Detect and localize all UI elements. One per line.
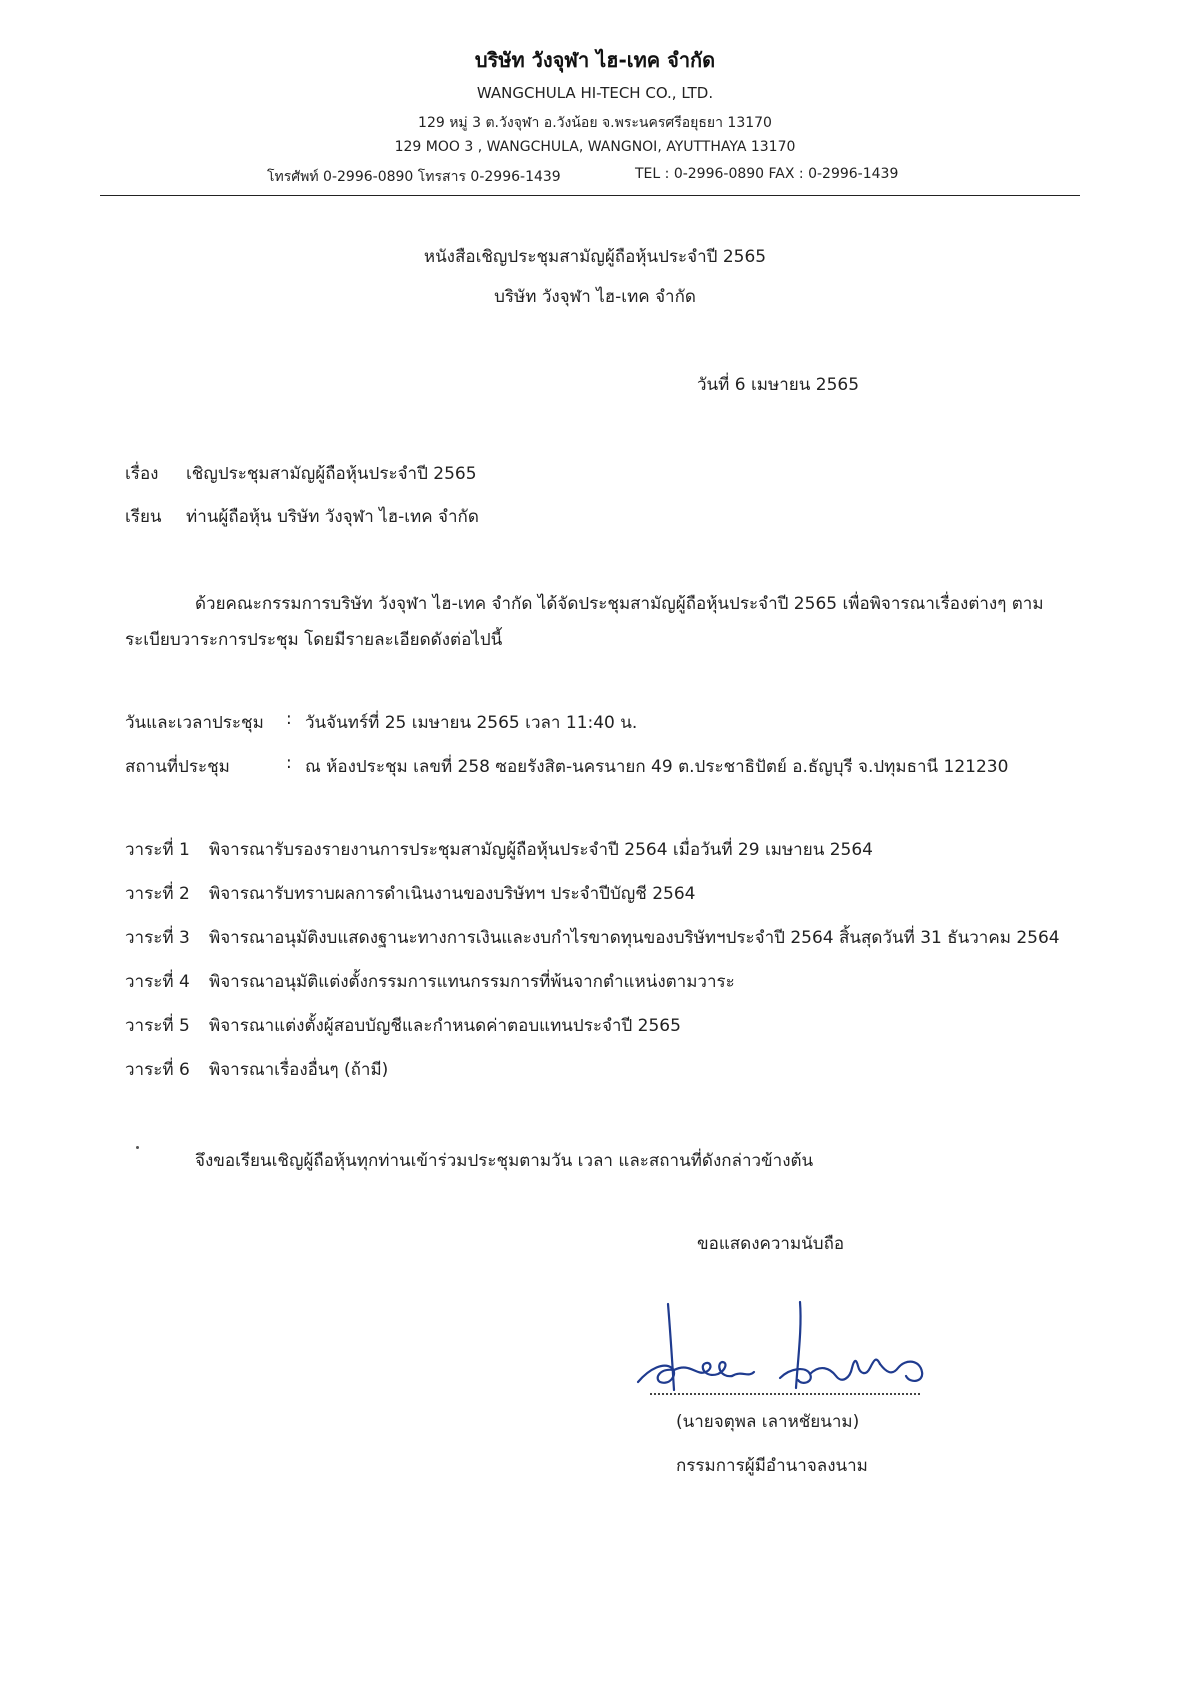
agenda-item-label: วาระที่ 1	[125, 840, 190, 860]
signer-name: (นายจตุพล เลาหชัยนาม)	[676, 1412, 860, 1432]
signature-dotted-line	[650, 1393, 920, 1395]
regards-line: ขอแสดงความนับถือ	[697, 1234, 845, 1254]
letterhead	[0, 0, 1190, 200]
agenda-item-text: พิจารณาอนุมัติงบแสดงฐานะทางการเงินและงบกำไรขาดทุนของบริษัทฯประจำปี 2564 สิ้นสุดวันที่ 31 ธันวาคม 2564	[209, 928, 1060, 948]
meeting-datetime-label: วันและเวลาประชุม	[125, 713, 264, 733]
stray-dot	[136, 1146, 139, 1149]
company-name-english: WANGCHULA HI-TECH CO., LTD.	[476, 84, 714, 102]
meeting-datetime-colon: :	[286, 709, 292, 729]
closing-sentence: จึงขอเรียนเชิญผู้ถือหุ้นทุกท่านเข้าร่วมประชุมตามวัน เวลา และสถานที่ดังกล่าวข้างต้น	[195, 1151, 814, 1171]
meeting-datetime-value: วันจันทร์ที่ 25 เมษายน 2565 เวลา 11:40 น.	[305, 713, 638, 733]
agenda-item-label: วาระที่ 6	[125, 1060, 190, 1080]
body-paragraph-line-2: ระเบียบวาระการประชุม โดยมีรายละเอียดดังต่อไปนี้	[125, 630, 503, 650]
agenda-item-text: พิจารณาเรื่องอื่นๆ (ถ้ามี)	[209, 1060, 389, 1080]
agenda-item-text: พิจารณาอนุมัติแต่งตั้งกรรมการแทนกรรมการที่พ้นจากตำแหน่งตามวาระ	[209, 972, 735, 992]
agenda-item-text: พิจารณารับทราบผลการดำเนินงานของบริษัทฯ ประจำปีบัญชี 2564	[209, 884, 696, 904]
agenda-item-label: วาระที่ 4	[125, 972, 190, 992]
company-address-thai: 129 หมู่ 3 ต.วังจุฬา อ.วังน้อย จ.พระนครศรีอยุธยา 13170	[418, 115, 772, 131]
meeting-venue-colon: :	[286, 753, 292, 773]
recipient-text: ท่านผู้ถือหุ้น บริษัท วังจุฬา ไฮ-เทค จำกัด	[186, 507, 479, 527]
handwritten-signature	[630, 1298, 960, 1408]
signer-title: กรรมการผู้มีอำนาจลงนาม	[676, 1456, 868, 1476]
letterhead-divider	[100, 195, 1080, 196]
agenda-item-text: พิจารณารับรองรายงานการประชุมสามัญผู้ถือหุ้นประจำปี 2564 เมื่อวันที่ 29 เมษายน 2564	[209, 840, 873, 860]
document-subtitle: บริษัท วังจุฬา ไฮ-เทค จำกัด	[494, 287, 696, 307]
company-phone-thai: โทรศัพท์ 0-2996-0890 โทรสาร 0-2996-1439	[267, 169, 561, 185]
subject-label: เรื่อง	[125, 464, 159, 484]
letter-date: วันที่ 6 เมษายน 2565	[697, 375, 860, 395]
document-title: หนังสือเชิญประชุมสามัญผู้ถือหุ้นประจำปี 2565	[423, 247, 767, 267]
subject-text: เชิญประชุมสามัญผู้ถือหุ้นประจำปี 2565	[186, 464, 477, 484]
body-paragraph-line-1: ด้วยคณะกรรมการบริษัท วังจุฬา ไฮ-เทค จำกัด ได้จัดประชุมสามัญผู้ถือหุ้นประจำปี 2565 เพื่อพิจารณาเรื่องต่างๆ ตาม	[195, 594, 1044, 614]
company-name-thai: บริษัท วังจุฬา ไฮ-เทค จำกัด	[474, 48, 716, 72]
agenda-item-label: วาระที่ 5	[125, 1016, 190, 1036]
agenda-item-label: วาระที่ 2	[125, 884, 190, 904]
agenda-item-text: พิจารณาแต่งตั้งผู้สอบบัญชีและกำหนดค่าตอบแทนประจำปี 2565	[209, 1016, 681, 1036]
recipient-label: เรียน	[125, 507, 162, 527]
meeting-venue-value: ณ ห้องประชุม เลขที่ 258 ซอยรังสิต-นครนายก 49 ต.ประชาธิปัตย์ อ.ธัญบุรี จ.ปทุมธานี 121230	[305, 757, 1009, 777]
meeting-venue-label: สถานที่ประชุม	[125, 757, 230, 777]
company-address-english: 129 MOO 3 , WANGCHULA, WANGNOI, AYUTTHAYA 13170	[394, 139, 796, 155]
agenda-item-label: วาระที่ 3	[125, 928, 190, 948]
company-phone-english: TEL : 0-2996-0890 FAX : 0-2996-1439	[635, 166, 899, 182]
